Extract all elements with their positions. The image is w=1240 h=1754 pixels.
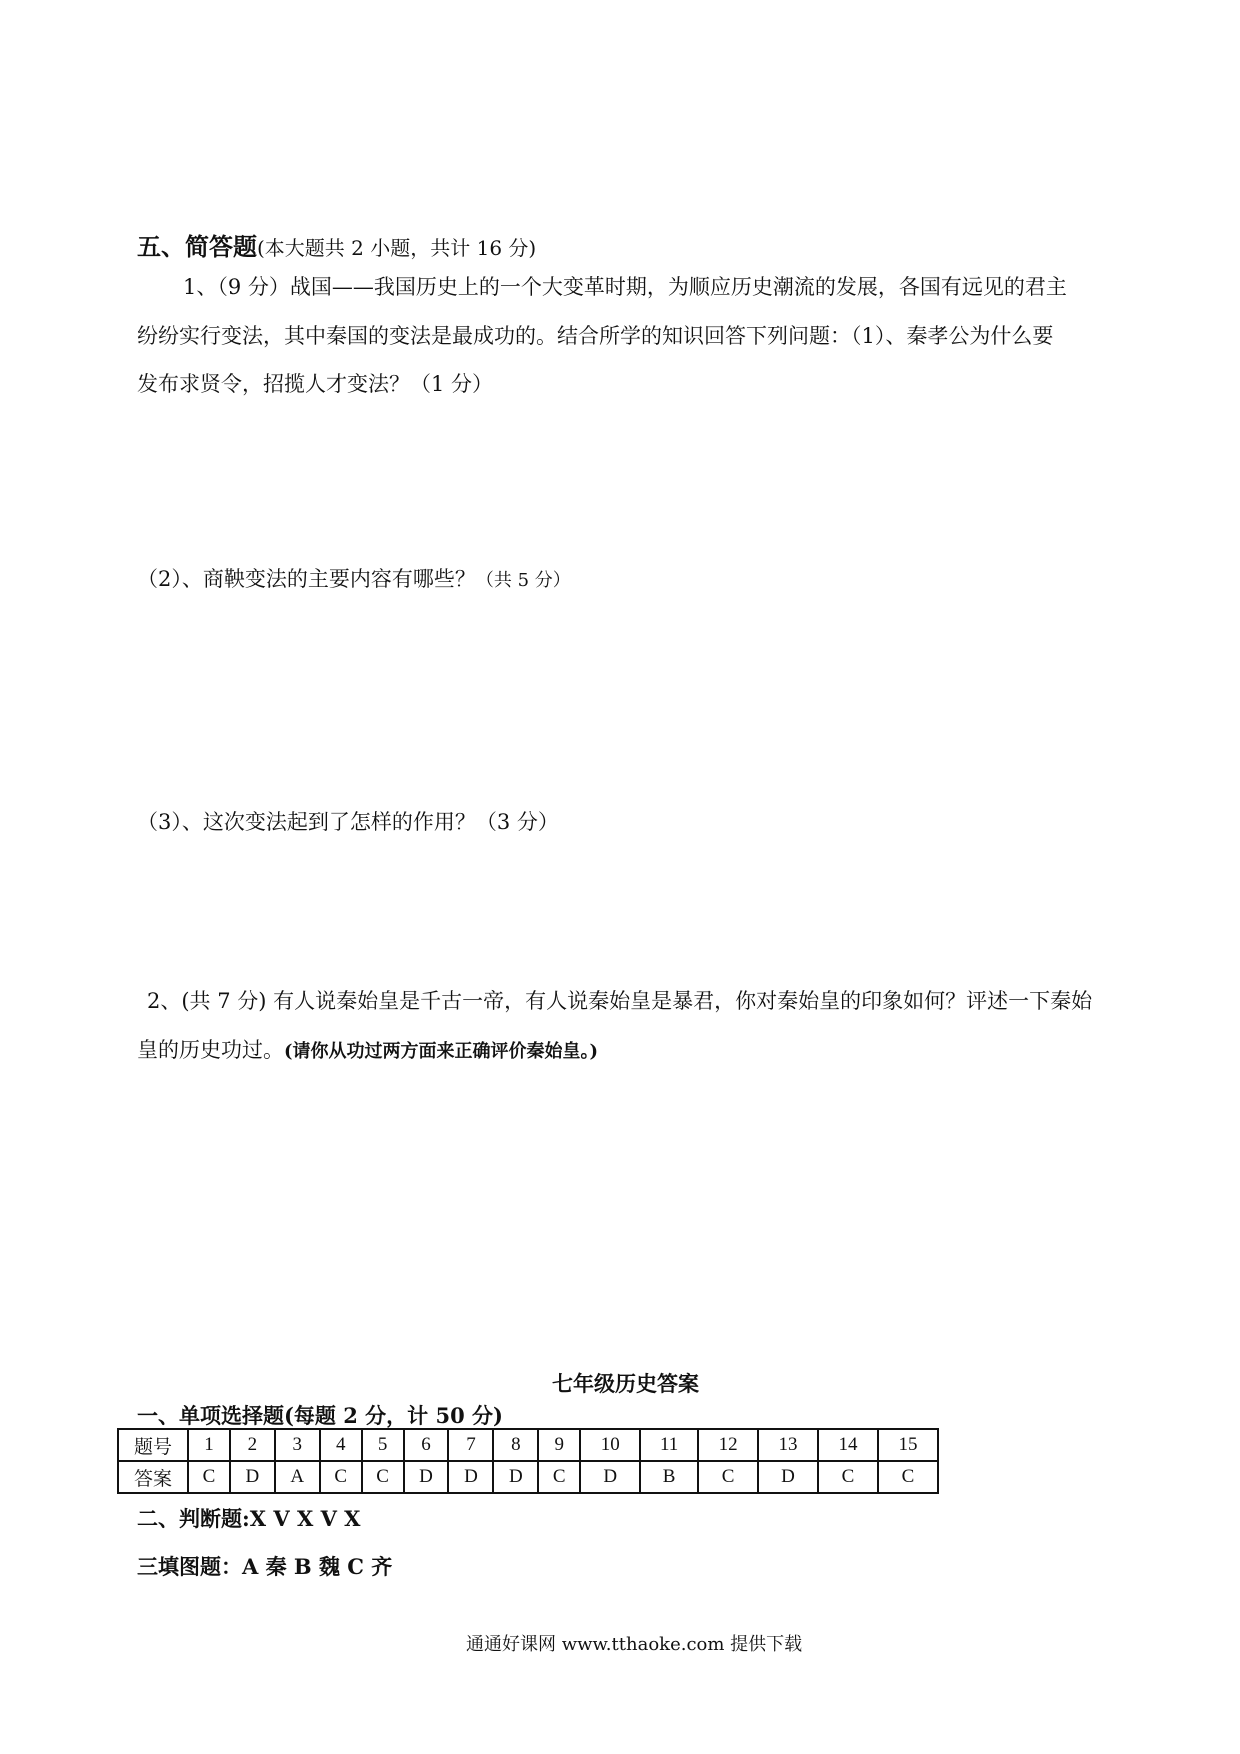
number-cell: 2 (230, 1429, 275, 1461)
number-cell: 10 (580, 1429, 640, 1461)
number-cell: 11 (640, 1429, 698, 1461)
q1-part-2-score: （共 5 分） (475, 570, 571, 591)
q1-line-3: 发布求贤令，招揽人才变法？（1 分） (137, 372, 494, 396)
answer-table (117, 1428, 939, 1494)
choice-cell: D (493, 1461, 538, 1493)
choice-cell: D (404, 1461, 449, 1493)
answer-table-number-row (118, 1429, 938, 1461)
number-cell: 3 (275, 1429, 320, 1461)
number-cell: 14 (818, 1429, 878, 1461)
q1-part-2-question: （2）、商鞅变法的主要内容有哪些？ (137, 567, 476, 591)
section-title: 五、简答题 (137, 232, 257, 261)
section-heading (137, 227, 536, 262)
answer-part-1-title: 一、单项选择题(每题 2 分，计 50 分) (137, 1403, 503, 1428)
choice-cell: C (362, 1461, 404, 1493)
number-cell: 12 (698, 1429, 758, 1461)
number-cell: 8 (493, 1429, 538, 1461)
number-cell: 1 (188, 1429, 230, 1461)
choice-cell: D (448, 1461, 493, 1493)
answer-key-title: 七年级历史答案 (552, 1371, 699, 1396)
number-cell: 4 (320, 1429, 362, 1461)
choice-cell: D (230, 1461, 275, 1493)
q1-line-1: 1、（9 分）战国——我国历史上的一个大变革时期，为顺应历史潮流的发展，各国有远见的君主 (183, 275, 1067, 299)
number-cell: 13 (758, 1429, 818, 1461)
q2-line-2 (137, 1040, 598, 1061)
answer-table-choice-row (118, 1461, 938, 1493)
choice-cell: C (818, 1461, 878, 1493)
number-header-cell: 题号 (118, 1429, 188, 1461)
number-cell: 9 (538, 1429, 580, 1461)
choice-cell: B (640, 1461, 698, 1493)
choice-cell: C (538, 1461, 580, 1493)
q2-line-1: 2、(共 7 分) 有人说秦始皇是千古一帝，有人说秦始皇是暴君，你对秦始皇的印象如何？评述一下秦始 (147, 989, 1093, 1013)
answer-part-2: 二、判断题:X V X V X (137, 1506, 361, 1531)
number-cell: 6 (404, 1429, 449, 1461)
q1-part-2 (137, 569, 571, 590)
choice-cell: D (580, 1461, 640, 1493)
q2-line-2-text: 皇的历史功过。 (137, 1038, 284, 1062)
footer-source: 通通好课网 www.tthaoke.com 提供下载 (466, 1634, 803, 1655)
number-cell: 7 (448, 1429, 493, 1461)
choice-cell: C (878, 1461, 938, 1493)
number-cell: 15 (878, 1429, 938, 1461)
choice-cell: C (320, 1461, 362, 1493)
answer-header-cell: 答案 (118, 1461, 188, 1493)
answer-part-3: 三填图题：A 秦 B 魏 C 齐 (137, 1554, 393, 1579)
choice-cell: C (188, 1461, 230, 1493)
choice-cell: A (275, 1461, 320, 1493)
choice-cell: C (698, 1461, 758, 1493)
q1-line-2: 纷纷实行变法，其中秦国的变法是最成功的。结合所学的知识回答下列问题：（1）、秦孝公为什么要 (137, 324, 1054, 348)
q2-instruction: (请你从功过两方面来正确评价秦始皇。) (284, 1041, 599, 1062)
q1-part-3: （3）、这次变法起到了怎样的作用？（3 分） (137, 810, 559, 834)
choice-cell: D (758, 1461, 818, 1493)
number-cell: 5 (362, 1429, 404, 1461)
section-subtitle: (本大题共 2 小题，共计 16 分) (257, 236, 537, 260)
